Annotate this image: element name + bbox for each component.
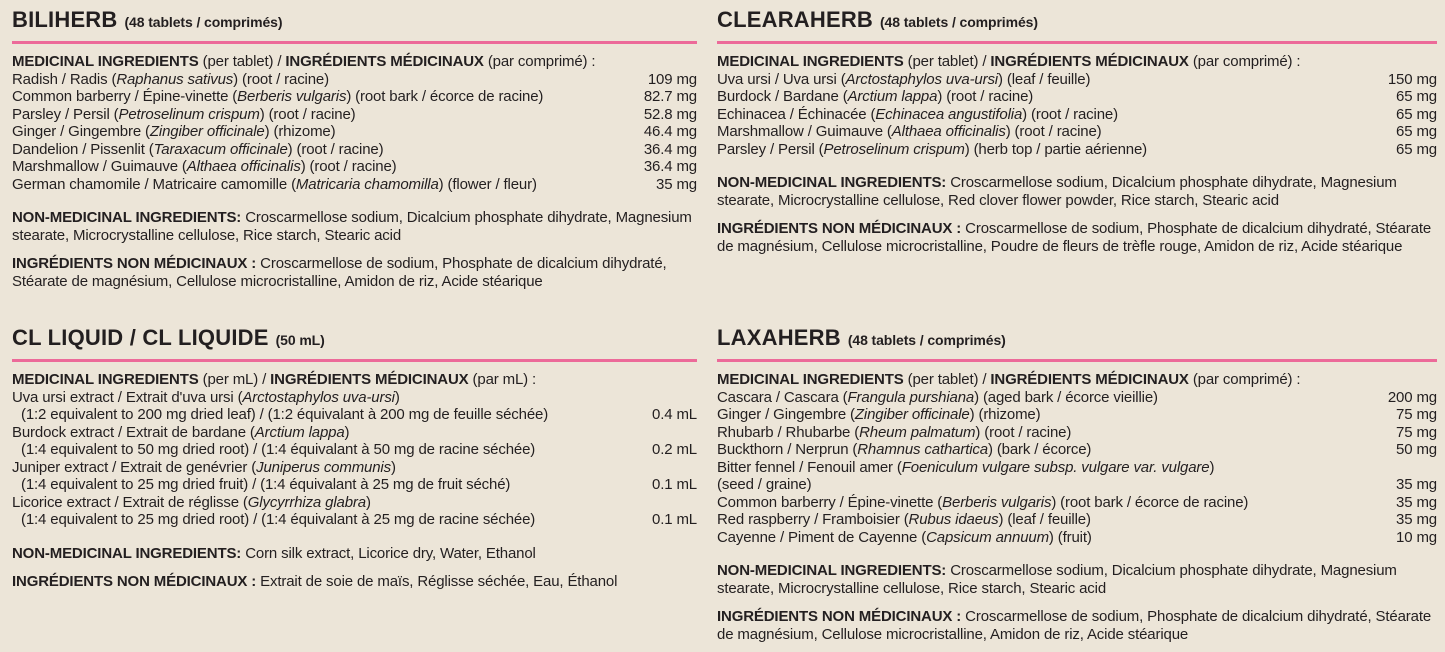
medicinal-header: MEDICINAL INGREDIENTS (per mL) / INGRÉDIENTS MÉDICINAUX (par mL) :: [12, 371, 537, 388]
ingredient-amount: 200 mg: [1387, 388, 1437, 406]
ingredient-amount: 35 mg: [656, 175, 697, 193]
ingredient-name: Marshmallow / Guimauve (Althaea officinalis) (root / racine): [717, 123, 1102, 140]
ingredient-row: [12, 424, 697, 459]
ingredient-equivalence: (1:2 equivalent to 200 mg dried leaf) / (1:2 équivalant à 200 mg de feuille séchée): [21, 406, 549, 423]
ingredient-list: [12, 389, 697, 529]
product-size: (48 tablets / comprimés): [847, 332, 1006, 348]
ingredient-row: [717, 441, 1437, 459]
ingredient-name: Juniper extract / Extrait de genévrier (Juniperus communis): [12, 458, 396, 476]
medicinal-header: MEDICINAL INGREDIENTS (per tablet) / INGRÉDIENTS MÉDICINAUX (par comprimé) :: [717, 53, 1301, 70]
ingredient-amount: 0.1 mL: [652, 511, 697, 528]
non-medicinal-en: NON-MEDICINAL INGREDIENTS: Croscarmellose sodium, Dicalcium phosphate dihydrate, Magnesium stearate, Microcrystalline cellulose, Red clover flower powder, Rice starch, Stearic acid: [717, 174, 1397, 209]
ingredient-row: [12, 459, 697, 494]
ingredient-name: German chamomile / Matricaire camomille (Matricaria chamomilla) (flower / fleur): [12, 175, 537, 193]
product-size: (50 mL): [275, 332, 325, 348]
ingredient-name: Radish / Radis (Raphanus sativus) (root / racine): [12, 70, 329, 88]
clearaherb-title-row: [717, 8, 1437, 32]
ingredient-amount: 65 mg: [1396, 105, 1437, 123]
ingredient-amount: 109 mg: [647, 70, 697, 88]
ingredient-name: Cayenne / Piment de Cayenne (Capsicum annuum) (fruit): [717, 528, 1092, 546]
ingredient-name: Burdock extract / Extrait de bardane (Arctium lappa): [12, 423, 350, 441]
non-medicinal-fr: INGRÉDIENTS NON MÉDICINAUX : Croscarmellose de sodium, Phosphate de dicalcium dihydraté, Stéarate de magnésium, Cellulose microcristalline, Amidon de riz, Acide stéarique: [12, 255, 667, 290]
ingredient-name: Uva ursi / Uva ursi (Arctostaphylos uva-ursi) (leaf / feuille): [717, 70, 1091, 88]
ingredient-row: [717, 141, 1437, 159]
product-name: CLEARAHERB: [717, 7, 873, 32]
product-size: (48 tablets / comprimés): [124, 14, 283, 30]
ingredient-name: Buckthorn / Nerprun (Rhamnus cathartica) (bark / écorce): [717, 441, 1092, 458]
ingredient-list: [12, 71, 697, 194]
ingredient-name: Echinacea / Échinacée (Echinacea angustifolia) (root / racine): [717, 105, 1118, 123]
ingredient-row: [12, 494, 697, 529]
ingredient-row: [12, 106, 697, 124]
ingredient-name: Ginger / Gingembre (Zingiber officinale) (rhizome): [717, 406, 1041, 423]
ingredient-row: [717, 529, 1437, 547]
ingredient-row: [12, 141, 697, 159]
ingredient-row: [717, 123, 1437, 141]
section-biliherb: [12, 0, 697, 318]
ingredient-row: [12, 123, 697, 141]
ingredient-amount: 35 mg: [1396, 476, 1437, 493]
ingredient-name: Cascara / Cascara (Frangula purshiana) (aged bark / écorce vieillie): [717, 388, 1158, 406]
ingredient-row: [717, 71, 1437, 89]
ingredient-amount: 65 mg: [1396, 123, 1437, 140]
ingredient-name: Common barberry / Épine-vinette (Berberis vulgaris) (root bark / écorce de racine): [717, 493, 1249, 511]
ingredient-amount: 35 mg: [1396, 493, 1437, 511]
ingredient-row: [717, 494, 1437, 512]
ingredient-amount: 36.4 mg: [643, 158, 697, 175]
divider-rule: [12, 359, 697, 362]
ingredient-name: Bitter fennel / Fenouil amer (Foeniculum vulgare subsp. vulgare var. vulgare): [717, 458, 1215, 476]
ingredient-amount: 65 mg: [1396, 140, 1437, 158]
section-cl-liquid: [12, 318, 697, 652]
ingredient-name: Burdock / Bardane (Arctium lappa) (root / racine): [717, 88, 1034, 105]
ingredient-row: [12, 176, 697, 194]
ingredient-equivalence: (1:4 equivalent to 25 mg dried root) / (1:4 équivalant à 25 mg de racine séchée): [21, 511, 536, 528]
ingredient-row: [717, 389, 1437, 407]
ingredient-list: [717, 71, 1437, 159]
ingredient-name: Dandelion / Pissenlit (Taraxacum officinale) (root / racine): [12, 140, 384, 158]
non-medicinal-fr: INGRÉDIENTS NON MÉDICINAUX : Croscarmellose de sodium, Phosphate de dicalcium dihydraté, Stéarate de magnésium, Cellulose microcristalline, Poudre de fleurs de trèfle rouge, Amidon de riz, Acide stéarique: [717, 220, 1432, 255]
ingredient-row: [717, 406, 1437, 424]
ingredient-amount: 0.1 mL: [652, 476, 697, 493]
ingredient-row: [12, 389, 697, 424]
cl-liquid-title-row: [12, 326, 697, 350]
ingredient-row: [717, 424, 1437, 442]
product-size: (48 tablets / comprimés): [880, 14, 1038, 30]
medicinal-header: MEDICINAL INGREDIENTS (per tablet) / INGRÉDIENTS MÉDICINAUX (par comprimé) :: [717, 371, 1301, 388]
ingredient-name: Common barberry / Épine-vinette (Berberis vulgaris) (root bark / écorce de racine): [12, 88, 544, 105]
ingredient-amount: 10 mg: [1396, 528, 1437, 546]
biliherb-title-row: [12, 8, 697, 32]
ingredient-row: [717, 88, 1437, 106]
ingredient-row: [717, 459, 1437, 494]
ingredient-name: Red raspberry / Framboisier (Rubus idaeus) (leaf / feuille): [717, 511, 1091, 528]
ingredient-row: [717, 511, 1437, 529]
ingredient-name: Ginger / Gingembre (Zingiber officinale) (rhizome): [12, 123, 336, 140]
ingredient-amount: 50 mg: [1396, 441, 1437, 458]
ingredient-row: [12, 88, 697, 106]
ingredient-name: Rhubarb / Rhubarbe (Rheum palmatum) (root / racine): [717, 423, 1072, 441]
ingredient-amount: 82.7 mg: [643, 88, 697, 105]
ingredient-equivalence: (1:4 equivalent to 50 mg dried root) / (1:4 équivalant à 50 mg de racine séchée): [21, 441, 536, 458]
ingredient-name: Marshmallow / Guimauve (Althaea officinalis) (root / racine): [12, 158, 397, 175]
section-clearaherb: [717, 0, 1437, 318]
ingredient-amount: 75 mg: [1396, 406, 1437, 423]
product-name: CL LIQUID / CL LIQUIDE: [12, 325, 269, 350]
ingredient-equivalence: (1:4 equivalent to 25 mg dried fruit) / (1:4 équivalant à 25 mg de fruit séché): [21, 476, 511, 493]
divider-rule: [717, 41, 1437, 44]
non-medicinal-en: NON-MEDICINAL INGREDIENTS: Croscarmellose sodium, Dicalcium phosphate dihydrate, Magnesium stearate, Microcrystalline cellulose, Rice starch, Stearic acid: [717, 562, 1397, 597]
ingredient-row: [12, 158, 697, 176]
ingredient-row: [12, 71, 697, 89]
ingredient-amount: 52.8 mg: [643, 105, 697, 123]
ingredient-name: Licorice extract / Extrait de réglisse (Glycyrrhiza glabra): [12, 493, 371, 511]
ingredient-amount: 65 mg: [1396, 88, 1437, 105]
medicinal-header: MEDICINAL INGREDIENTS (per tablet) / INGRÉDIENTS MÉDICINAUX (par comprimé) :: [12, 53, 596, 70]
ingredient-amount: 46.4 mg: [643, 123, 697, 140]
ingredient-amount: 75 mg: [1396, 423, 1437, 441]
laxaherb-title-row: [717, 326, 1437, 350]
ingredient-name: Parsley / Persil (Petroselinum crispum) (herb top / partie aérienne): [717, 140, 1147, 158]
product-name: BILIHERB: [12, 7, 118, 32]
ingredient-amount: 0.2 mL: [652, 441, 697, 458]
ingredient-list: [717, 389, 1437, 547]
ingredient-amount: 36.4 mg: [643, 140, 697, 158]
non-medicinal-en: NON-MEDICINAL INGREDIENTS: Corn silk extract, Licorice dry, Water, Ethanol: [12, 544, 536, 562]
ingredient-name: Parsley / Persil (Petroselinum crispum) (root / racine): [12, 105, 356, 123]
ingredient-part: (seed / graine): [717, 476, 812, 493]
ingredient-amount: 35 mg: [1396, 511, 1437, 528]
non-medicinal-fr: INGRÉDIENTS NON MÉDICINAUX : Croscarmellose de sodium, Phosphate de dicalcium dihydraté, Stéarate de magnésium, Cellulose microcristalline, Amidon de riz, Acide stéarique: [717, 608, 1432, 643]
ingredient-name: Uva ursi extract / Extrait d'uva ursi (Arctostaphylos uva-ursi): [12, 388, 400, 406]
product-name: LAXAHERB: [717, 325, 841, 350]
non-medicinal-en: NON-MEDICINAL INGREDIENTS: Croscarmellose sodium, Dicalcium phosphate dihydrate, Magnesium stearate, Microcrystalline cellulose, Rice starch, Stearic acid: [12, 209, 692, 244]
ingredient-amount: 150 mg: [1387, 70, 1437, 88]
divider-rule: [717, 359, 1437, 362]
divider-rule: [12, 41, 697, 44]
ingredient-amount: 0.4 mL: [652, 406, 697, 423]
section-laxaherb: [717, 318, 1437, 652]
ingredient-row: [717, 106, 1437, 124]
non-medicinal-fr: INGRÉDIENTS NON MÉDICINAUX : Extrait de soie de maïs, Réglisse séchée, Eau, Éthanol: [12, 573, 618, 590]
